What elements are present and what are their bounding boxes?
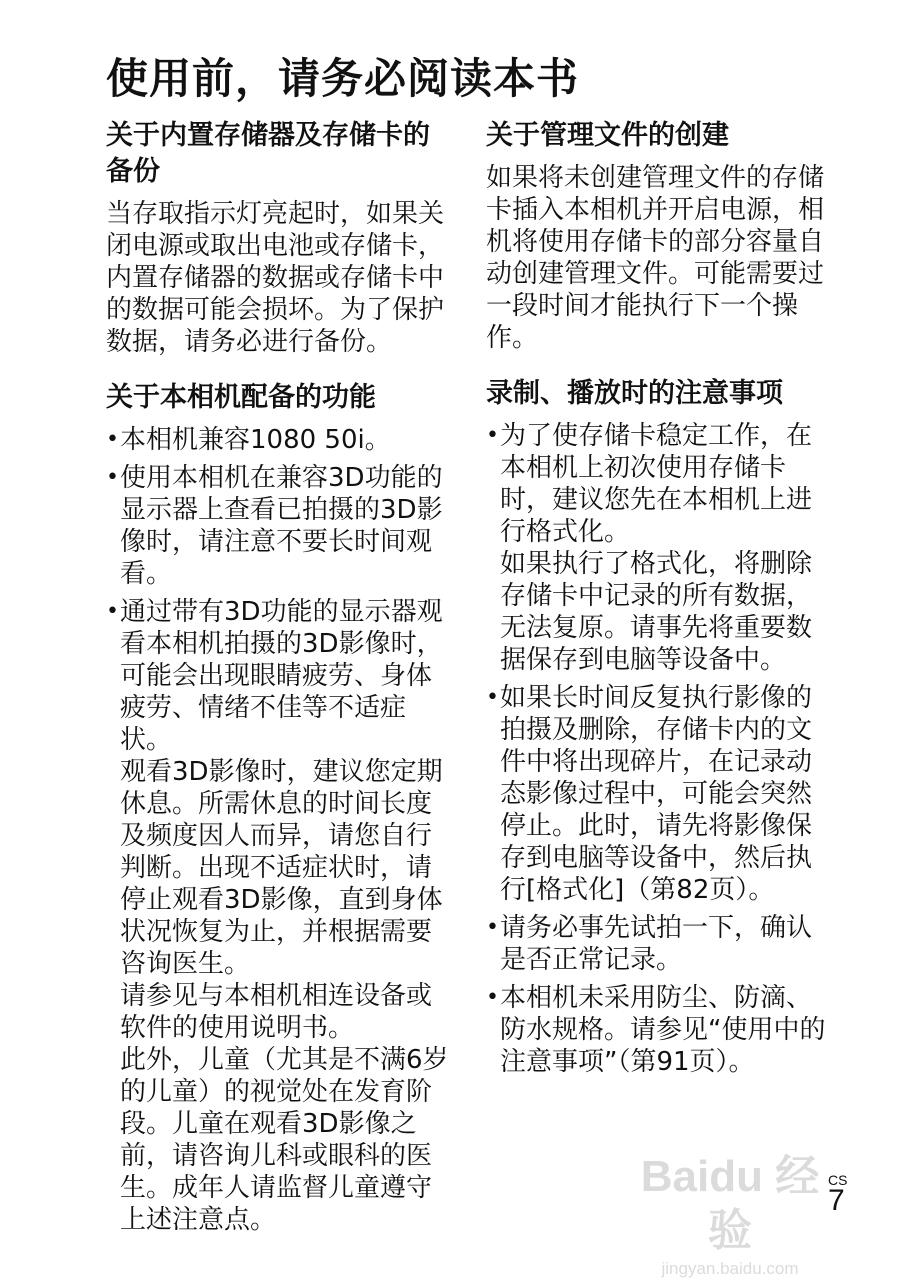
list-item-text: 如果长时间反复执行影像的拍摄及删除，存储卡内的文件中将出现碎片，在记录动态影像过程中，可能会突然停止。此时，请先将影像保存到电脑等设备中，然后执行[格式化]（第82页）。 [500,683,813,905]
list-item-note: 请参见与本相机相连设备或软件的使用说明书。 [120,981,433,1043]
language-code: CS [828,1172,848,1188]
bullet-list [106,424,456,1236]
list-item [486,420,836,676]
section-memory-backup [106,118,456,358]
section-heading: 关于管理文件的创建 [486,120,729,151]
section-heading: 录制、播放时的注意事项 [486,378,783,409]
page-title: 使用前，请务必阅读本书 [106,54,580,103]
bullet-icon: • [486,985,499,1010]
bullet-icon: • [486,423,499,448]
baidu-watermark [620,1150,840,1278]
list-item-text: 通过带有3D功能的显示器观看本相机拍摄的3D影像时，可能会出现眼睛疲劳、身体疲劳、情绪不佳等不适症状。 [120,597,443,755]
section-recording-notes [486,376,836,1078]
bullet-icon: • [106,427,119,452]
list-item-text: 本相机兼容1080 50i。 [120,425,391,455]
section-body: 当存取指示灯亮起时，如果关闭电源或取出电池或存储卡，内置存储器的数据或存储卡中的数据可能会损坏。为了保护数据，请务必进行备份。 [106,199,445,357]
list-item-text: 为了使存储卡稳定工作，在本相机上初次使用存储卡时，建议您先在本相机上进行格式化。 [500,421,813,547]
watermark-url: jingyan.baidu.com [661,1259,799,1278]
page-number: 7 [828,1184,845,1217]
list-item [486,982,836,1078]
section-management-file [486,118,836,354]
list-item [486,912,836,976]
bullet-icon: • [486,685,499,710]
list-item-note: 此外，儿童（尤其是不满6岁的儿童）的视觉处在发育阶段。儿童在观看3D影像之前，请咨询儿科或眼科的医生。成年人请监督儿童遵守上述注意点。 [120,1045,449,1235]
list-item [106,596,456,1236]
list-item [106,424,456,456]
watermark-logo: Baidu 经验 [640,1152,820,1255]
list-item-note: 如果执行了格式化，将删除存储卡中记录的所有数据，无法复原。请事先将重要数据保存到电脑等设备中。 [500,549,813,675]
list-item-text: 使用本相机在兼容3D功能的显示器上查看已拍摄的3D影像时，请注意不要长时间观看。 [120,463,443,589]
section-heading: 关于本相机配备的功能 [106,382,376,413]
list-item [486,682,836,906]
list-item-text: 请务必事先试拍一下，确认是否正常记录。 [500,913,813,975]
left-column [106,118,456,1258]
section-body: 如果将未创建管理文件的存储卡插入本相机并开启电源，相机将使用存储卡的部分容量自动创建管理文件。可能需要过一段时间才能执行下一个操作。 [486,163,825,353]
section-heading: 关于内置存储器及存储卡的备份 [106,120,430,187]
bullet-icon: • [106,465,119,490]
list-item-note: 观看3D影像时，建议您定期休息。所需休息的时间长度及频度因人而异，请您自行判断。出现不适症状时，请停止观看3D影像，直到身体状况恢复为止，并根据需要咨询医生。 [120,757,443,979]
section-camera-features [106,380,456,1236]
bullet-icon: • [486,915,499,940]
right-column [486,118,836,1100]
bullet-icon: • [106,599,119,624]
list-item [106,462,456,590]
list-item-text: 本相机未采用防尘、防滴、防水规格。请参见“使用中的注意事项”（第91页）。 [500,983,826,1077]
bullet-list [486,420,836,1078]
